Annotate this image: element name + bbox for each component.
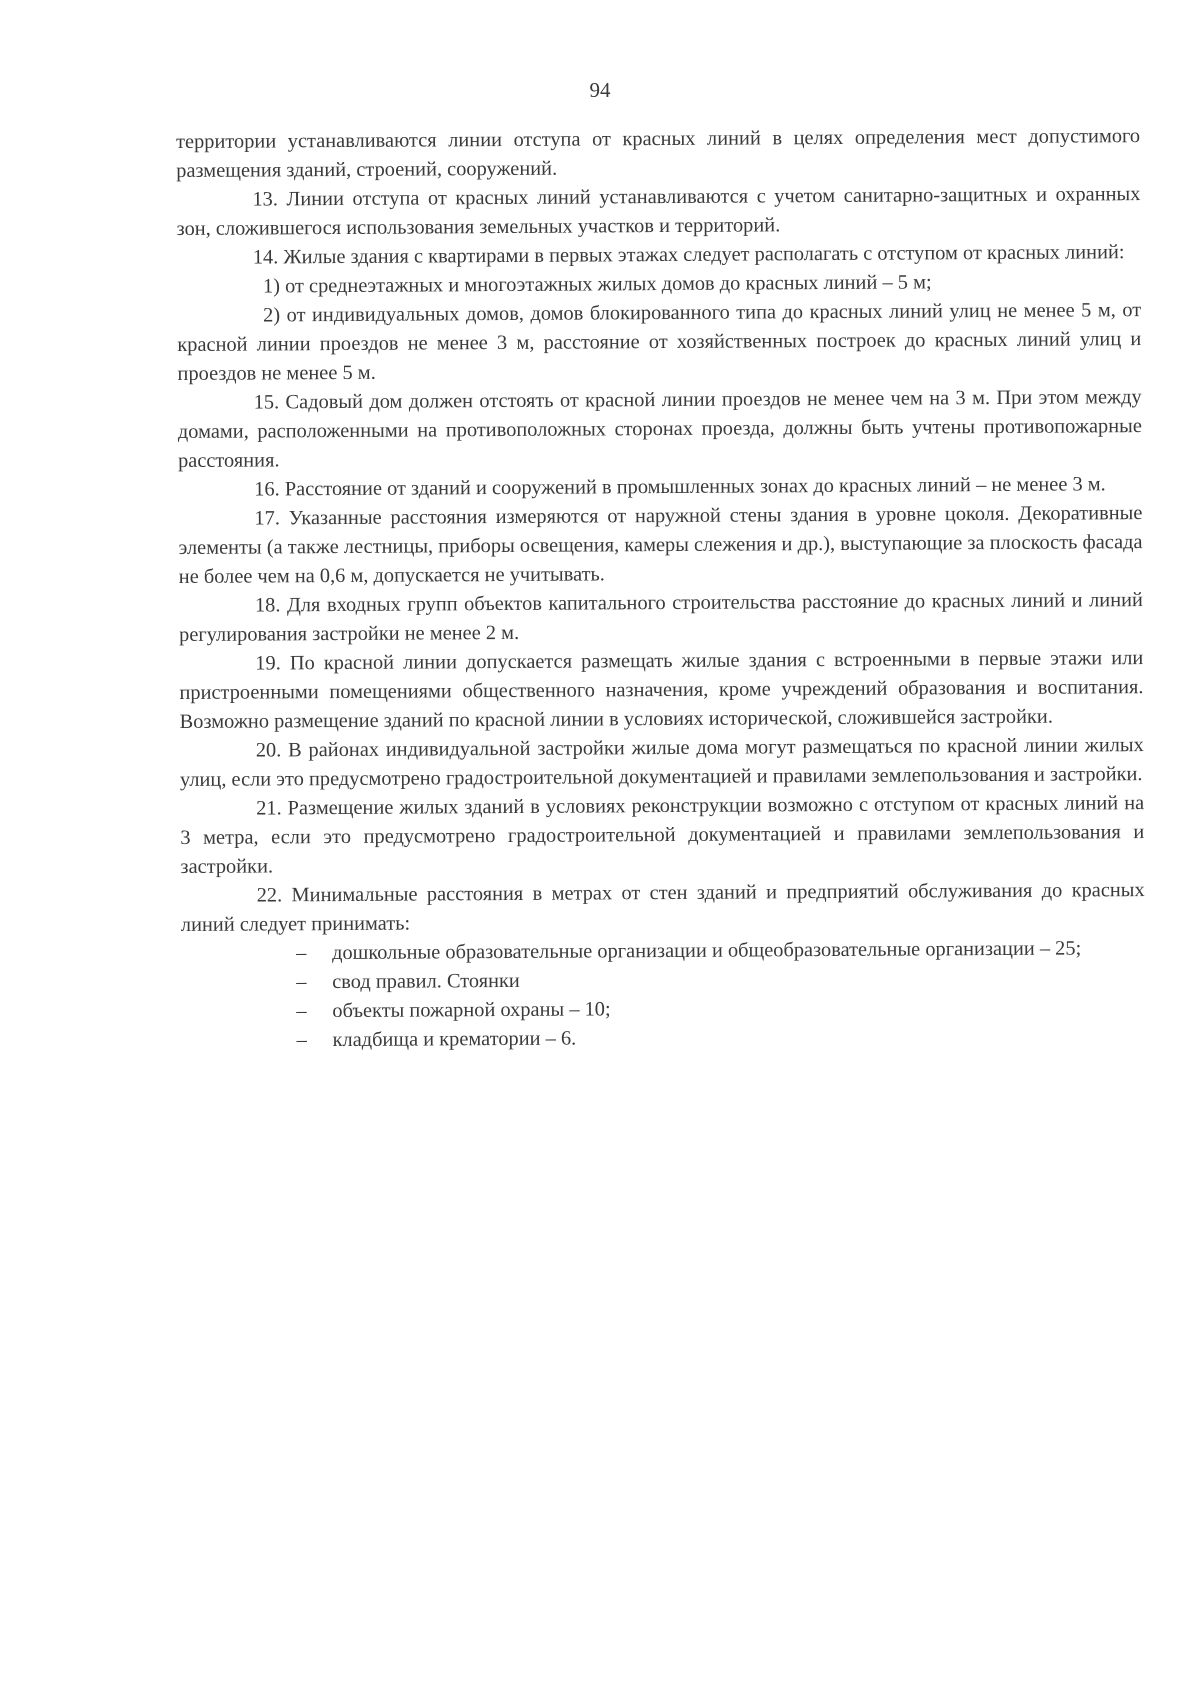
paragraph-16: 16. Расстояние от зданий и сооружений в промышленных зонах до красных линий – не менее 3 м. xyxy=(254,473,1106,501)
paragraph-19: 19. По красной линии допускается размещать жилые здания с встроенными в первые этажи или пристроенными помещениями общественного назначения, кроме учреждений образования и воспитания. Возможно размещение зданий по красной линии в условиях исторической, сложившейся застройки. xyxy=(179,647,1144,733)
body-text xyxy=(176,122,1146,1056)
paragraph-18: 18. Для входных групп объектов капитального строительства расстояние до красных линий и линий регулирования застройки не менее 2 м. xyxy=(179,589,1143,646)
paragraph-22: 22. Минимальные расстояния в метрах от стен зданий и предприятий обслуживания до красных линий следует принимать: xyxy=(180,879,1145,936)
list-item-text: кладбища и крематории – 6. xyxy=(332,1027,577,1052)
paragraph-20: 20. В районах индивидуальной застройки жилые дома могут размещаться по красной линии жилых улиц, если это предусмотрено градостроительной документацией и правилами землепользования и застройки. xyxy=(179,734,1144,791)
paragraph-14-item-2: 2) от индивидуальных домов, домов блокированного типа до красных линий улиц не менее 5 м, от красной линии проездов не менее 3 м, расстояние от хозяйственных построек до красных линий улиц и проездов не менее 5 м. xyxy=(177,299,1142,385)
list-item-text: объекты пожарной охраны – 10; xyxy=(332,998,611,1023)
distance-list xyxy=(181,934,1146,1056)
paragraph-15: 15. Садовый дом должен отстоять от красной линии проездов не менее чем на 3 м. При этом между домами, расположенными на противоположных сторонах проезда, должны быть учтены противопожарные расстояния. xyxy=(177,386,1142,472)
paragraph-13: 13. Линии отступа от красных линий устанавливаются с учетом санитарно-защитных и охранных зон, сложившегося использования земельных участков и территорий. xyxy=(176,183,1141,240)
list-item-text: свод правил. Стоянки xyxy=(332,969,520,994)
list-dash: – xyxy=(295,942,307,965)
list-dash: – xyxy=(296,971,307,994)
list-item-text: дошкольные образовательные организации и общеобразовательные организации – 25; xyxy=(331,937,1082,965)
paragraph-14-item-1: 1) от среднеэтажных и многоэтажных жилых домов до красных линий – 5 м; xyxy=(262,271,932,298)
paragraph-17: 17. Указанные расстояния измеряются от наружной стены здания в уровне цоколя. Декоративные элементы (а также лестницы, приборы освещения, камеры слежения и др.), выступающие за плоскость фасада не более чем на 0,6 м, допускается не учитывать. xyxy=(178,502,1143,588)
list-dash: – xyxy=(296,1000,307,1023)
page-number: 94 xyxy=(589,78,611,102)
list-dash: – xyxy=(296,1029,307,1052)
paragraph-14: 14. Жилые здания с квартирами в первых этажах следует располагать с отступом от красных линий: xyxy=(252,241,1125,269)
list-item xyxy=(296,1021,1145,1055)
paragraph-continuation: территории устанавливаются линии отступа от красных линий в целях определения мест допустимого размещения зданий, строений, сооружений. xyxy=(176,125,1141,182)
paragraph-21: 21. Размещение жилых зданий в условиях реконструкции возможно с отступом от красных линий на 3 метра, если это предусмотрено градостроительной документацией и правилами землепользования и застройки. xyxy=(180,792,1145,878)
